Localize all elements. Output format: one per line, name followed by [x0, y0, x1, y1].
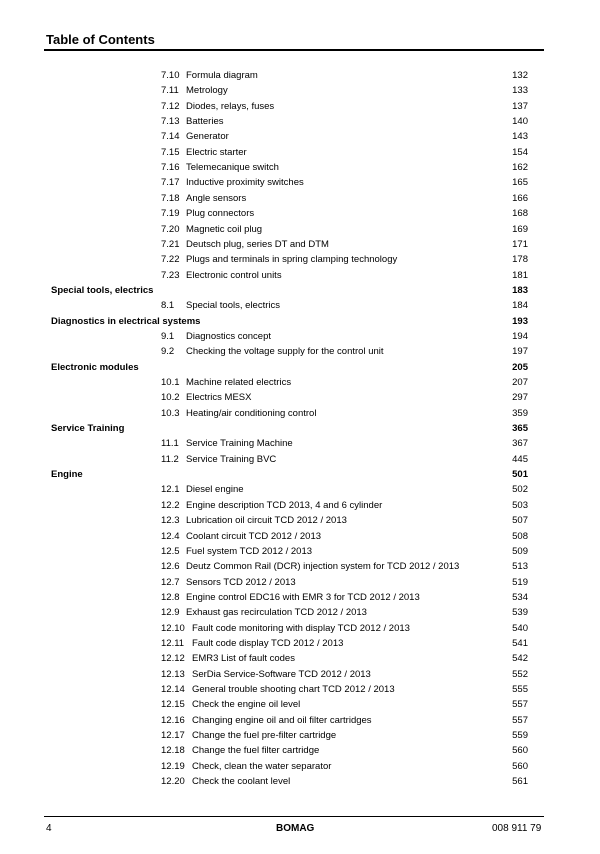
toc-section-number: 11.1 [161, 438, 179, 450]
toc-entry-title: Heating/air conditioning control [186, 407, 317, 419]
toc-page-number: 132 [512, 70, 528, 81]
toc-section-row[interactable] [0, 606, 600, 620]
toc-entry-title: Special tools, electrics [186, 300, 280, 312]
toc-page-number: 539 [512, 607, 528, 619]
toc-section-number: 7.10 [161, 70, 180, 81]
footer-page-number: 4 [46, 823, 52, 834]
toc-page-number: 557 [512, 699, 528, 711]
toc-section-row[interactable] [0, 576, 600, 590]
toc-entry-title: Service Training BVC [186, 453, 277, 465]
toc-entry-title: EMR3 List of fault codes [192, 653, 295, 665]
toc-page-number: 542 [512, 653, 528, 665]
toc-section-row[interactable] [0, 330, 600, 344]
toc-section-number: 12.1 [161, 484, 180, 496]
toc-entry-title: Coolant circuit TCD 2012 / 2013 [186, 530, 322, 542]
toc-section-number: 12.8 [161, 591, 180, 603]
toc-entry-title: Fault code monitoring with display TCD 2012 / 2013 [192, 622, 410, 634]
toc-section-number: 12.4 [161, 530, 180, 542]
toc-page-number: 540 [512, 622, 528, 634]
toc-entry-title: Deutsch plug, series DT and DTM [186, 238, 329, 250]
toc-entry-title: Telemecanique switch [186, 162, 279, 174]
toc-section-row[interactable] [0, 345, 600, 359]
toc-page-number: 541 [512, 637, 528, 649]
toc-entry-title: Batteries [186, 116, 224, 127]
toc-entry-title: Lubrication oil circuit TCD 2012 / 2013 [186, 515, 347, 527]
toc-page-number: 557 [512, 714, 528, 726]
toc-entry-title: Diagnostics concept [186, 330, 272, 342]
toc-section-number: 12.16 [161, 714, 185, 726]
toc-page-number: 133 [512, 85, 528, 97]
toc-section-number: 7.19 [161, 208, 180, 220]
toc-section-row[interactable] [0, 744, 600, 758]
toc-section-number: 12.20 [161, 776, 185, 788]
toc-section-row[interactable] [0, 299, 600, 313]
toc-section-number: 7.22 [161, 254, 180, 266]
toc-entry-title: Engine control EDC16 with EMR 3 for TCD 2012 / 2013 [186, 591, 420, 603]
toc-page-number: 165 [512, 177, 528, 189]
toc-section-number: 12.7 [161, 576, 180, 588]
page-title: Table of Contents [46, 32, 155, 47]
toc-section-number: 9.1 [161, 330, 175, 342]
toc-entry-title: Check the engine oil level [192, 699, 301, 711]
toc-page-number: 168 [512, 208, 528, 220]
toc-entry-title: Magnetic coil plug [186, 223, 263, 235]
toc-page-number: 560 [512, 745, 528, 757]
toc-section-row[interactable] [0, 683, 600, 697]
toc-entry-title: Plugs and terminals in spring clamping technology [186, 254, 398, 266]
toc-page-number: 509 [512, 545, 528, 557]
footer-brand: BOMAG [276, 823, 315, 834]
toc-section-row[interactable] [0, 269, 600, 283]
toc-section-row[interactable] [0, 668, 600, 682]
toc-section-row[interactable] [0, 223, 600, 237]
toc-page-number: 184 [512, 300, 528, 312]
toc-entry-title: Exhaust gas recirculation TCD 2012 / 2013 [186, 607, 367, 619]
toc-entry-title: SerDia Service-Software TCD 2012 / 2013 [192, 668, 371, 680]
toc-page-number: 193 [512, 315, 528, 327]
toc-entry-title: Changing engine oil and oil filter cartridges [192, 714, 372, 726]
toc-section-row[interactable] [0, 407, 600, 421]
toc-entry-title: Change the fuel pre-filter cartridge [192, 730, 337, 741]
toc-page-number: 171 [512, 238, 528, 250]
toc-entry-title: Check, clean the water separator [192, 760, 332, 772]
toc-entry-title: Change the fuel filter cartridge [192, 745, 320, 757]
toc-page-number: 137 [512, 100, 528, 112]
toc-section-number: 7.18 [161, 192, 180, 204]
toc-section-row[interactable] [0, 637, 600, 651]
toc-section-number: 12.15 [161, 699, 185, 711]
toc-entry-title: Electronic modules [51, 361, 139, 373]
toc-section-number: 12.19 [161, 760, 185, 772]
toc-entry-title: Diagnostics in electrical systems [51, 315, 201, 327]
toc-section-row[interactable] [0, 714, 600, 728]
toc-page-number: 154 [512, 146, 528, 158]
toc-page-number: 552 [512, 668, 528, 680]
toc-entry-title: Formula diagram [186, 70, 258, 81]
toc-section-number: 7.17 [161, 177, 180, 189]
toc-entry-title: Check the coolant level [192, 776, 291, 788]
toc-page-number: 183 [512, 284, 528, 296]
toc-entry-title: Diesel engine [186, 484, 244, 496]
toc-entry-title: Sensors TCD 2012 / 2013 [186, 576, 296, 588]
toc-section-number: 12.2 [161, 499, 180, 511]
toc-page-number: 169 [512, 223, 528, 235]
toc-page-number: 178 [512, 254, 528, 266]
toc-section-number: 12.5 [161, 545, 180, 557]
toc-section-row[interactable] [0, 499, 600, 513]
toc-section-number: 7.13 [161, 116, 180, 127]
toc-section-row[interactable] [0, 514, 600, 528]
toc-page-number: 501 [512, 469, 528, 481]
toc-chapter-row[interactable] [0, 284, 600, 298]
toc-section-number: 12.6 [161, 561, 180, 573]
toc-page-number: 194 [512, 330, 528, 342]
toc-section-row[interactable] [0, 652, 600, 666]
toc-section-number: 12.9 [161, 607, 180, 619]
toc-entry-title: Fault code display TCD 2012 / 2013 [192, 637, 344, 649]
toc-page-number: 519 [512, 576, 528, 588]
toc-section-row[interactable] [0, 253, 600, 267]
toc-section-number: 12.17 [161, 730, 185, 741]
footer-rule [44, 816, 544, 817]
toc-page-number: 365 [512, 423, 528, 435]
toc-chapter-row[interactable] [0, 468, 600, 482]
toc-section-row[interactable] [0, 760, 600, 774]
toc-entry-title: Checking the voltage supply for the control unit [186, 346, 384, 358]
toc-page-number: 181 [512, 269, 528, 281]
toc-entry-title: Machine related electrics [186, 377, 292, 388]
toc-page-number: 207 [512, 377, 528, 388]
toc-section-number: 7.23 [161, 269, 180, 281]
toc-section-number: 10.1 [161, 377, 180, 388]
toc-section-number: 8.1 [161, 300, 175, 312]
toc-section-row[interactable] [0, 775, 600, 789]
toc-section-number: 12.13 [161, 668, 185, 680]
toc-section-row[interactable] [0, 161, 600, 175]
toc-section-number: 12.14 [161, 684, 185, 695]
toc-entry-title: Metrology [186, 85, 228, 97]
toc-section-row[interactable] [0, 437, 600, 451]
toc-page-number: 534 [512, 591, 528, 603]
toc-section-row[interactable] [0, 238, 600, 252]
toc-section-row[interactable] [0, 207, 600, 221]
toc-section-row[interactable] [0, 115, 600, 129]
toc-section-number: 10.3 [161, 407, 180, 419]
toc-page-number: 297 [512, 392, 528, 404]
toc-section-number: 9.2 [161, 346, 175, 358]
toc-section-number: 7.11 [161, 85, 179, 97]
toc-entry-title: Generator [186, 131, 229, 143]
toc-page-number: 367 [512, 438, 528, 450]
toc-section-number: 12.12 [161, 653, 185, 665]
toc-entry-title: Engine [51, 469, 83, 481]
toc-entry-title: Service Training [51, 423, 125, 435]
toc-page-number: 508 [512, 530, 528, 542]
toc-page-number: 359 [512, 407, 528, 419]
toc-section-row[interactable] [0, 100, 600, 114]
toc-page-number: 445 [512, 453, 528, 465]
toc-page-number: 503 [512, 499, 528, 511]
toc-section-number: 11.2 [161, 453, 179, 465]
toc-entry-title: General trouble shooting chart TCD 2012 / 2013 [192, 684, 395, 695]
toc-page-number: 197 [512, 346, 528, 358]
toc-entry-title: Angle sensors [186, 192, 247, 204]
toc-entry-title: Special tools, electrics [51, 284, 154, 296]
toc-section-number: 7.21 [161, 238, 180, 250]
toc-page-number: 560 [512, 760, 528, 772]
toc-entry-title: Electronic control units [186, 269, 282, 281]
toc-section-number: 12.10 [161, 622, 185, 634]
toc-section-row[interactable] [0, 698, 600, 712]
toc-section-row[interactable] [0, 591, 600, 605]
toc-section-row[interactable] [0, 130, 600, 144]
toc-section-number: 7.14 [161, 131, 180, 143]
toc-section-number: 12.18 [161, 745, 185, 757]
toc-page-number: 162 [512, 162, 528, 174]
toc-entry-title: Engine description TCD 2013, 4 and 6 cylinder [186, 499, 383, 511]
toc-page-number: 555 [512, 684, 528, 695]
toc-entry-title: Fuel system TCD 2012 / 2013 [186, 545, 313, 557]
footer-doc-number: 008 911 79 [492, 823, 542, 834]
toc-section-row[interactable] [0, 84, 600, 98]
header-rule [44, 49, 544, 51]
toc-entry-title: Plug connectors [186, 208, 255, 220]
toc-page-number: 502 [512, 484, 528, 496]
toc-entry-title: Deutz Common Rail (DCR) injection system for TCD 2012 / 2013 [186, 561, 460, 573]
toc-section-number: 7.20 [161, 223, 180, 235]
toc-section-row[interactable] [0, 622, 600, 636]
toc-section-row[interactable] [0, 192, 600, 206]
toc-section-row[interactable] [0, 453, 600, 467]
toc-section-row[interactable] [0, 146, 600, 160]
toc-page-number: 561 [512, 776, 528, 788]
toc-section-number: 7.16 [161, 162, 180, 174]
toc-section-number: 7.12 [161, 100, 180, 112]
toc-section-number: 12.3 [161, 515, 180, 527]
toc-entry-title: Service Training Machine [186, 438, 293, 450]
toc-section-row[interactable] [0, 545, 600, 559]
toc-section-row[interactable] [0, 560, 600, 574]
toc-page-number: 507 [512, 515, 528, 527]
toc-section-row[interactable] [0, 376, 600, 390]
toc-section-number: 10.2 [161, 392, 180, 404]
toc-section-row[interactable] [0, 69, 600, 83]
toc-section-row[interactable] [0, 391, 600, 405]
toc-chapter-row[interactable] [0, 422, 600, 436]
toc-section-row[interactable] [0, 729, 600, 743]
toc-page-number: 513 [512, 561, 528, 573]
toc-section-number: 12.11 [161, 637, 185, 649]
toc-chapter-row[interactable] [0, 361, 600, 375]
toc-page-number: 559 [512, 730, 528, 741]
toc-section-row[interactable] [0, 176, 600, 190]
toc-page-number: 143 [512, 131, 528, 143]
toc-entry-title: Electric starter [186, 146, 247, 158]
toc-section-row[interactable] [0, 483, 600, 497]
toc-page-number: 140 [512, 116, 528, 127]
toc-page-number: 166 [512, 192, 528, 204]
toc-page-number: 205 [512, 361, 528, 373]
toc-entry-title: Inductive proximity switches [186, 177, 304, 189]
toc-entry-title: Diodes, relays, fuses [186, 100, 275, 112]
toc-section-number: 7.15 [161, 146, 180, 158]
toc-section-row[interactable] [0, 530, 600, 544]
toc-chapter-row[interactable] [0, 315, 600, 329]
toc-entry-title: Electrics MESX [186, 392, 252, 404]
